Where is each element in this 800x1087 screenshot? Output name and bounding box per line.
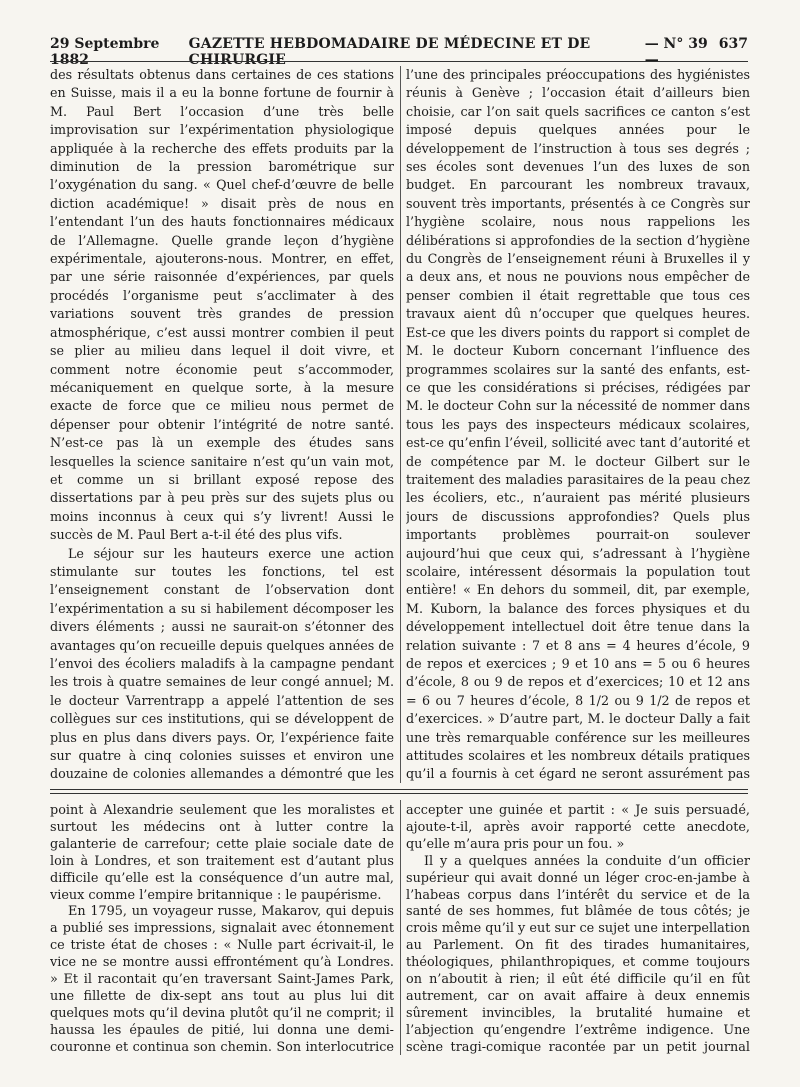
section-rule-top xyxy=(50,789,748,790)
paragraph: En 1795, un voyageur russe, Makarov, qui depuis a publié ses impressions, signalait avec étonnement ce triste état de choses : « Nulle part écrivait-il, le vice ne se montre aussi effrontément qu’à Londres. » Et il racontait qu’en traversant Saint-James Park, une fillette de dix-sept ans tout au plus lui dit quelques mots qu’il devina plutôt qu’il ne comprit; il haussa les épaules de pitié, lui donna une demi-couronne et continua son chemin. Son interlocutrice xyxy=(50,904,394,1055)
paragraph: accepter une guinée et partit : « Je suis persuadé, ajoute-t-il, après avoir rapporté cette anecdote, qu’elle m’aura pris pour un fou. » xyxy=(406,803,750,852)
header-title: GAZETTE HEBDOMADAIRE DE MÉDECINE ET DE CHIRURGIE xyxy=(188,36,591,68)
column-divider xyxy=(400,66,401,783)
bottom-right-column xyxy=(406,803,750,1055)
paragraph: l’une des principales préoccupations des hygiénistes réunis à Genève ; l’occasion était d’ailleurs bien choisie, car l’on sait quels sacrifices ce canton s’est imposé depuis quelques années pour le développement de l’instruction à tous ses degrés ; ses écoles sont devenues l’un des luxes de son budget. En parcourant les nombreux travaux, souvent très importants, présentés à ce Congrès sur l’hygiène scolaire, nous nous rappelions les délibérations si approfondies de la section d’hygiène du Congrès de l’enseignement réuni à Bruxelles il y a deux ans, et nous ne pouvions nous empêcher de penser combien il était regrettable que tous ces travaux aient dû n’occuper que quelques heures. Est-ce que les divers points du rapport si complet de M. le docteur Kuborn concernant l’influence des programmes scolaires sur la santé des enfants, est-ce que les considérations si précises, rédigées par M. le docteur Cohn sur la nécessité de nommer dans tous les pays des inspecteurs médicaux scolaires, est-ce qu’enfin l’éveil, sollicité avec tant d’autorité et de compétence par M. le docteur Gilbert sur le traitement des maladies parasitaires de la peau chez les écoliers, etc., n’auraient pas mérité plusieurs jours de discussions approfondies? Quels plus importants problèmes pourrait-on soulever aujourd’hui que ceux qui, s’adressant à l’hygiène scolaire, intéressent désormais la population tout entière! « En dehors du sommeil, dit, par exemple, M. Kuborn, la balance des forces physiques et du développement intellectuel doit être tenue dans la relation suivante : 7 et 8 ans = 4 heures d’école, 9 de repos et exercices ; 9 et 10 ans = 5 ou 6 heures d’école, 8 ou 9 de repos et d’exercices; 10 et 12 ans = 6 ou 7 heures d’école, 8 1/2 ou 9 1/2 de repos et d’exercices. » D’autre part, M. le docteur Dally a fait une très remarquable conférence sur les meilleures attitudes scolaires et les nombreux détails pratiques qu’il a fournis à cet égard ne seront assurément pas xyxy=(406,67,750,782)
header-date: 29 Septembre 1882 xyxy=(50,36,160,68)
header-page-number: 637 xyxy=(718,36,748,52)
top-left-column xyxy=(50,66,394,783)
page-header xyxy=(50,36,748,68)
section-rule-bottom xyxy=(50,793,748,794)
header-rule xyxy=(50,61,748,62)
column-divider xyxy=(400,800,401,1055)
paragraph: Il y a quelques années la conduite d’un officier supérieur qui avait donné un léger croc-en-jambe à l’habeas corpus dans l’intérêt du service et de la santé de ses hommes, fut blâmée de tous côtés; je crois même qu’il y eut sur ce sujet une interpellation au Parlement. On fit des tirades humanitaires, théologiques, philanthropiques, et comme toujours on n’aboutit à rien; il eût été difficile qu’il en fût autrement, car on avait affaire à deux ennemis sûrement invincibles, la brutalité humaine et l’abjection qu’engendre l’extrême indigence. Une scène tragi-comique racontée par un petit journal xyxy=(406,853,750,1055)
top-right-column xyxy=(406,66,750,783)
header-issue-number: — N° 39 — xyxy=(644,36,708,68)
paragraph: des résultats obtenus dans certaines de ces stations en Suisse, mais il a eu la bonne fortune de fournir à M. Paul Bert l’occasion d’une très belle improvisation sur l’expérimentation physiologique appliquée à la recherche des effets produits par la diminution de la pression barométrique sur l’oxygénation du sang. « Quel chef-d’œuvre de belle diction académique! » disait près de nous en l’entendant l’un des hauts fonctionnaires médicaux de l’Allemagne. Quelle grande leçon d’hygiène expérimentale, ajouterons-nous. Montrer, en effet, par une série raisonnée d’expériences, par quels procédés l’organisme peut s’acclimater à des variations souvent très grandes de pression atmosphérique, c’est aussi montrer combien il peut se plier au milieu dans lequel il doit vivre, et comment notre économie peut s’accommoder, mécaniquement en quelque sorte, à la mesure exacte de force que ce milieu nous permet de dépenser pour obtenir l’intégrité de notre santé. N’est-ce pas là un exemple des études sans lesquelles la science sanitaire n’est qu’un vain mot, et comme un si brillant exposé repose des dissertations par à peu près sur des sujets plus ou moins inconnus à ceux qui s’y livrent! Aussi le succès de M. Paul Bert a-t-il été des plus vifs. xyxy=(50,67,394,543)
paragraph: Le séjour sur les hauteurs exerce une action stimulante sur toutes les fonctions, tel est l’enseignement constant de l’observation dont l’expérimentation a su si habilement décomposer les divers éléments ; aussi ne saurait-on s’étonner des avantages qu’on recueille depuis quelques années de l’envoi des écoliers maladifs à la campagne pendant les trois à quatre semaines de leur congé annuel; M. le docteur Varrentrapp a appelé l’attention de ses collègues sur ces institutions, qui se développent de plus en plus dans divers pays. Or, l’expérience faite sur quatre à cinq colonies suisses et environ une douzaine de colonies allemandes a démontré que les xyxy=(50,545,394,782)
paragraph: point à Alexandrie seulement que les moralistes et surtout les médecins ont à lutter contre la galanterie de carrefour; cette plaie sociale date de loin à Londres, et son traitement est d’autant plus difficile qu’elle est la conséquence d’un autre mal, vieux comme l’empire britannique : le paupérisme. xyxy=(50,803,394,903)
bottom-left-column xyxy=(50,803,394,1055)
